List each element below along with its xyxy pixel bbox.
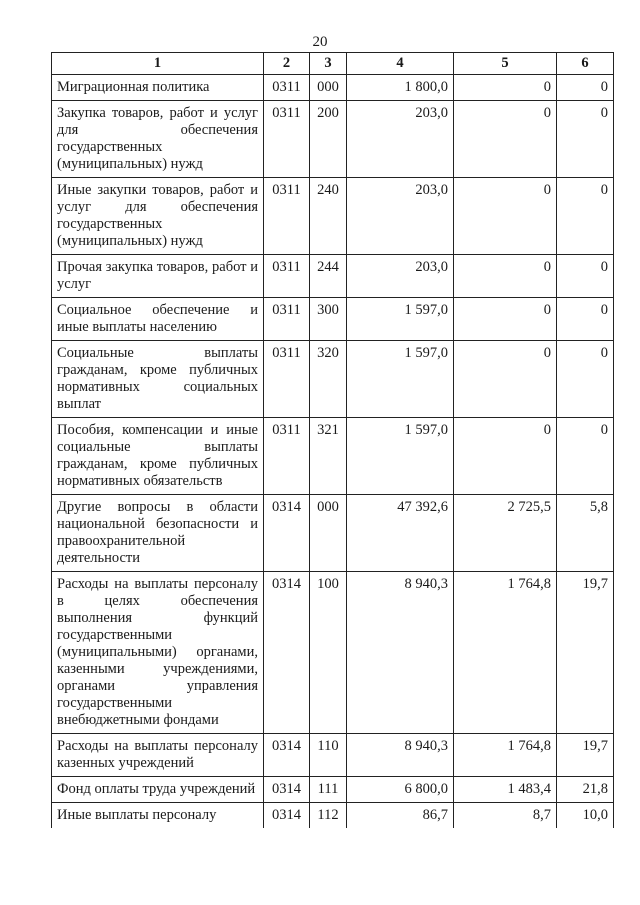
row-kind-code: 321	[310, 418, 347, 495]
row-percent-value: 0	[557, 418, 614, 495]
row-name: Фонд оплаты труда учреждений	[52, 777, 264, 803]
row-name: Иные выплаты персоналу	[52, 803, 264, 829]
row-name: Иные закупки товаров, работ и услуг для обеспечения государственных (муниципальных) нужд	[52, 178, 264, 255]
row-kind-code: 112	[310, 803, 347, 829]
row-section-code: 0314	[264, 803, 310, 829]
column-header: 1	[52, 53, 264, 75]
table-row	[52, 495, 614, 572]
row-plan-value: 1 597,0	[347, 341, 454, 418]
row-name: Социальные выплаты гражданам, кроме публичных нормативных социальных выплат	[52, 341, 264, 418]
row-kind-code: 110	[310, 734, 347, 777]
table-row	[52, 101, 614, 178]
table-row	[52, 572, 614, 734]
table-row	[52, 734, 614, 777]
table-row	[52, 803, 614, 829]
row-kind-code: 000	[310, 495, 347, 572]
row-percent-value: 0	[557, 101, 614, 178]
table-row	[52, 75, 614, 101]
row-name: Прочая закупка товаров, работ и услуг	[52, 255, 264, 298]
row-plan-value: 86,7	[347, 803, 454, 829]
row-plan-value: 8 940,3	[347, 734, 454, 777]
row-executed-value: 0	[454, 341, 557, 418]
row-kind-code: 000	[310, 75, 347, 101]
page-number: 20	[312, 34, 328, 50]
row-percent-value: 5,8	[557, 495, 614, 572]
row-percent-value: 19,7	[557, 734, 614, 777]
row-executed-value: 2 725,5	[454, 495, 557, 572]
table-header-row	[52, 53, 614, 75]
row-executed-value: 0	[454, 418, 557, 495]
table-row	[52, 178, 614, 255]
row-section-code: 0311	[264, 178, 310, 255]
column-header: 5	[454, 53, 557, 75]
row-section-code: 0311	[264, 418, 310, 495]
row-executed-value: 1 483,4	[454, 777, 557, 803]
table-row	[52, 341, 614, 418]
row-kind-code: 240	[310, 178, 347, 255]
row-section-code: 0311	[264, 101, 310, 178]
row-plan-value: 1 597,0	[347, 298, 454, 341]
row-section-code: 0314	[264, 734, 310, 777]
row-section-code: 0311	[264, 75, 310, 101]
row-name: Пособия, компенсации и иные социальные выплаты гражданам, кроме публичных нормативных обязательств	[52, 418, 264, 495]
table-row	[52, 777, 614, 803]
row-plan-value: 203,0	[347, 178, 454, 255]
row-percent-value: 10,0	[557, 803, 614, 829]
row-section-code: 0311	[264, 341, 310, 418]
row-percent-value: 0	[557, 341, 614, 418]
row-section-code: 0314	[264, 495, 310, 572]
column-header: 4	[347, 53, 454, 75]
row-plan-value: 203,0	[347, 101, 454, 178]
row-executed-value: 1 764,8	[454, 734, 557, 777]
row-plan-value: 203,0	[347, 255, 454, 298]
row-kind-code: 300	[310, 298, 347, 341]
row-executed-value: 0	[454, 178, 557, 255]
row-executed-value: 0	[454, 101, 557, 178]
row-percent-value: 0	[557, 298, 614, 341]
row-plan-value: 1 800,0	[347, 75, 454, 101]
budget-table	[51, 52, 614, 828]
row-name: Миграционная политика	[52, 75, 264, 101]
row-name: Социальное обеспечение и иные выплаты населению	[52, 298, 264, 341]
row-percent-value: 0	[557, 255, 614, 298]
row-kind-code: 111	[310, 777, 347, 803]
row-kind-code: 320	[310, 341, 347, 418]
column-header: 6	[557, 53, 614, 75]
row-name: Расходы на выплаты персоналу в целях обеспечения выполнения функций государственными (муниципальными) органами, казенными учреждениями, органами управления государственными внебюджетными фондами	[52, 572, 264, 734]
table-row	[52, 298, 614, 341]
row-executed-value: 1 764,8	[454, 572, 557, 734]
row-plan-value: 1 597,0	[347, 418, 454, 495]
column-header: 3	[310, 53, 347, 75]
table-row	[52, 418, 614, 495]
row-percent-value: 0	[557, 75, 614, 101]
row-percent-value: 0	[557, 178, 614, 255]
column-header: 2	[264, 53, 310, 75]
row-kind-code: 100	[310, 572, 347, 734]
row-section-code: 0314	[264, 777, 310, 803]
row-name: Другие вопросы в области национальной безопасности и правоохранительной деятельности	[52, 495, 264, 572]
row-name: Закупка товаров, работ и услуг для обеспечения государственных (муниципальных) нужд	[52, 101, 264, 178]
row-executed-value: 8,7	[454, 803, 557, 829]
row-plan-value: 6 800,0	[347, 777, 454, 803]
row-name: Расходы на выплаты персоналу казенных учреждений	[52, 734, 264, 777]
row-executed-value: 0	[454, 255, 557, 298]
row-section-code: 0311	[264, 255, 310, 298]
row-executed-value: 0	[454, 75, 557, 101]
row-plan-value: 8 940,3	[347, 572, 454, 734]
row-section-code: 0314	[264, 572, 310, 734]
row-section-code: 0311	[264, 298, 310, 341]
table-row	[52, 255, 614, 298]
row-kind-code: 200	[310, 101, 347, 178]
row-percent-value: 19,7	[557, 572, 614, 734]
row-percent-value: 21,8	[557, 777, 614, 803]
row-plan-value: 47 392,6	[347, 495, 454, 572]
row-executed-value: 0	[454, 298, 557, 341]
row-kind-code: 244	[310, 255, 347, 298]
